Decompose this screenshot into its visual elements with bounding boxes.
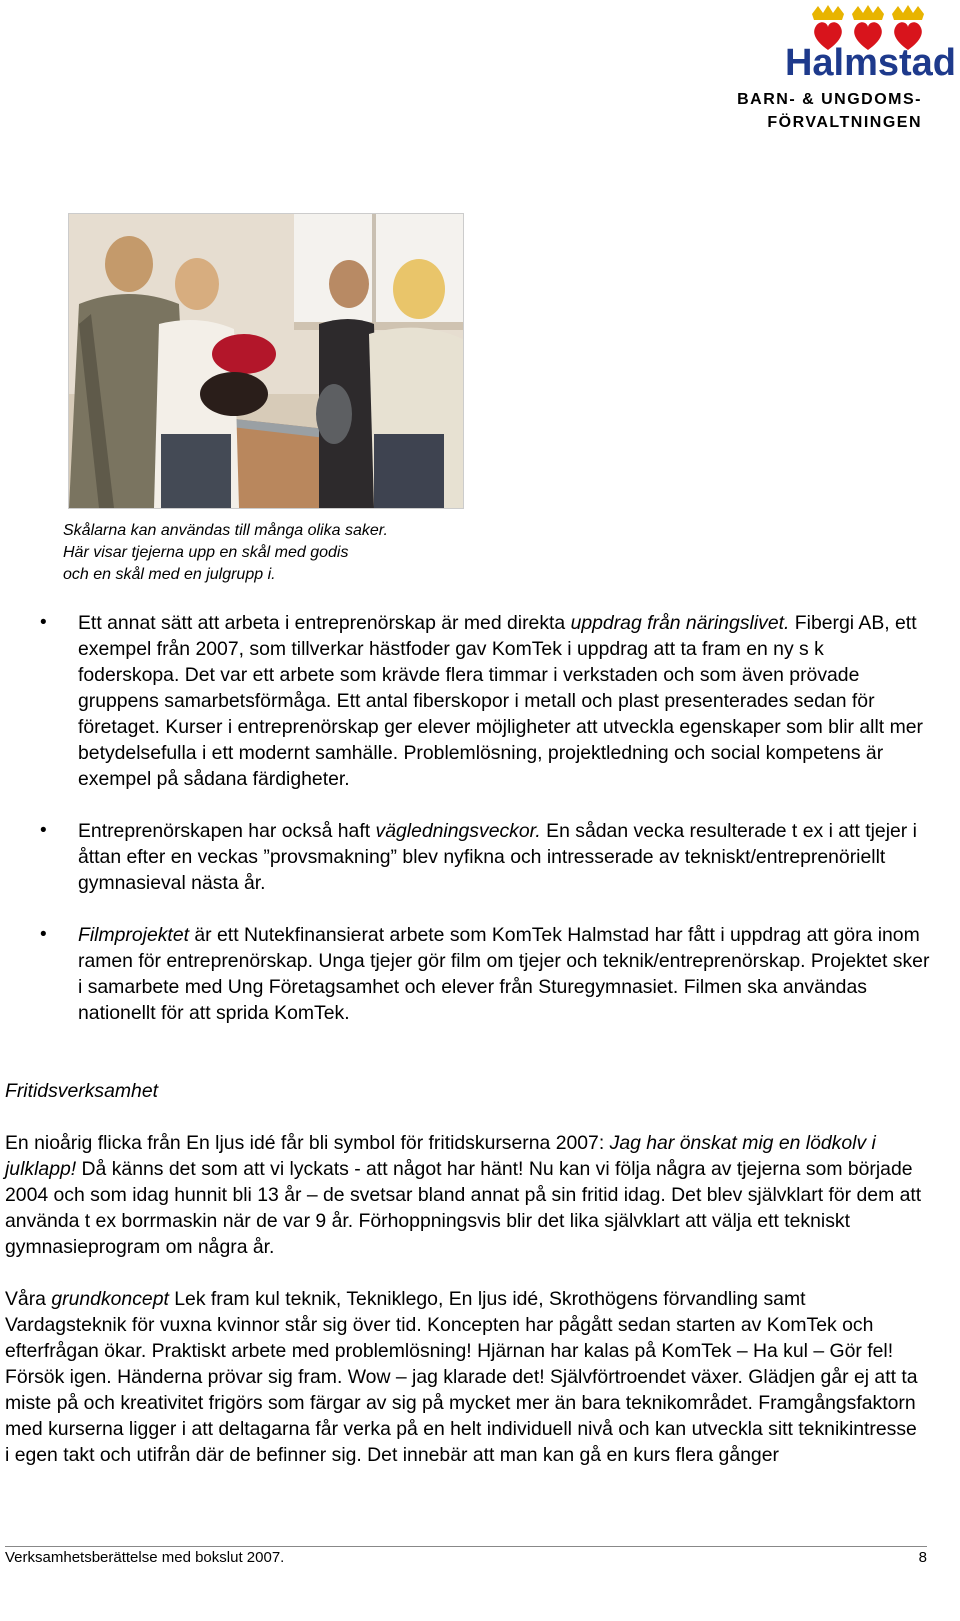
footer-divider <box>5 1546 927 1547</box>
list-item: • Entreprenörskapen har också haft vägledningsveckor. En sådan vecka resulterade t ex i att tjejer i åttan efter en veckas ”provsmakning” blev nyfikna och intresserade av tekniskt/entreprenöriellt gymnasieval nästa år. <box>40 820 917 894</box>
page-footer <box>5 1548 927 1568</box>
students-photo <box>68 213 464 509</box>
list-item: • Filmprojektet är ett Nutekfinansierat arbete som KomTek Halmstad har fått i uppdrag att göra inom ramen för entreprenörskap. Unga tjejer gör film om tjejer och teknik/entreprenörskap. Projektet sker i samarbete med Ung Företagsamhet och elever från Sturegymnasiet. Filmen ska användas nationellt för att sprida KomTek. <box>40 924 930 1024</box>
page-number: 8 <box>918 1549 927 1566</box>
bullet-icon: • <box>40 612 47 633</box>
list-item: • Ett annat sätt att arbeta i entreprenörskap är med direkta uppdrag från näringslivet. Fibergi AB, ett exempel från 2007, som tillverkar hästfoder gav KomTek i uppdrag att ta fram en ny s k foderskopa. Det var ett arbete som krävde flera timmar i verkstaden och som även prövade gruppens samarbetsförmåga. Ett antal fiberskopor i metall och plast presenterades sedan för företaget. Kurser i entreprenörskap ger elever möjligheter att utveckla egenskaper som blir allt mer betydelsefulla i ett modernt samhälle. Problemlösning, projektledning och social kompetens är exempel på sådana färdigheter. <box>40 612 923 790</box>
paragraph-fritid: En nioårig flicka från En ljus idé får bli symbol för fritidskurserna 2007: Jag har önskat mig en lödkolv i julklapp! Då känns det som att vi lyckats - att något har hänt! Nu kan vi följa några av tjejerna som började 2004 och som idag hunnit bli 13 år – de svetsar bland annat på sin fritid idag. Det blev självklart för dem att använda t ex borrmaskin när de var 9 år. Förhoppningsvis blir det lika självklart att välja ett tekniskt gymnasieprogram om några år. <box>5 1132 922 1258</box>
paragraph-grundkoncept: Våra grundkoncept Lek fram kul teknik, Tekniklego, En ljus idé, Skrothögens förvandling samt Vardagsteknik för vuxna kvinnor står sig över tid. Koncepten har pågått sedan starten av KomTek och efterfrågan ökar. Praktiskt arbete med problemlösning! Hjärnan har kalas på KomTek – Ha kul – Gör fel! Försök igen. Händerna prövar sig fram. Wow – jag klarade det! Självförtroendet växer. Glädjen går ej att ta miste på och kreativitet frigörs som färgar av sig på mycket mer än bara teknikområdet. Framgångsfaktorn med kurserna ligger i att deltagarna får verka på en helt individuell nivå och kan utveckla sitt teknikintresse i egen takt och utifrån där de befinner sig. Det innebär att man kan gå en kurs flera gånger <box>5 1288 918 1466</box>
bullet-icon: • <box>40 924 47 945</box>
photo-caption: Skålarna kan användas till många olika saker. Här visar tjejerna upp en skål med godis och en skål med en julgrupp i. <box>63 522 388 583</box>
halmstad-logo <box>730 0 960 140</box>
bullet-icon: • <box>40 820 47 841</box>
logo-wordmark: Halmstad <box>784 42 956 84</box>
section-heading: Fritidsverksamhet <box>5 1080 159 1102</box>
bullet-list <box>0 610 930 1052</box>
department-name: BARN- & UNGDOMS- FÖRVALTNINGEN <box>737 91 922 131</box>
footer-title: Verksamhetsberättelse med bokslut 2007. <box>5 1549 285 1566</box>
photo-illustration <box>69 214 463 508</box>
